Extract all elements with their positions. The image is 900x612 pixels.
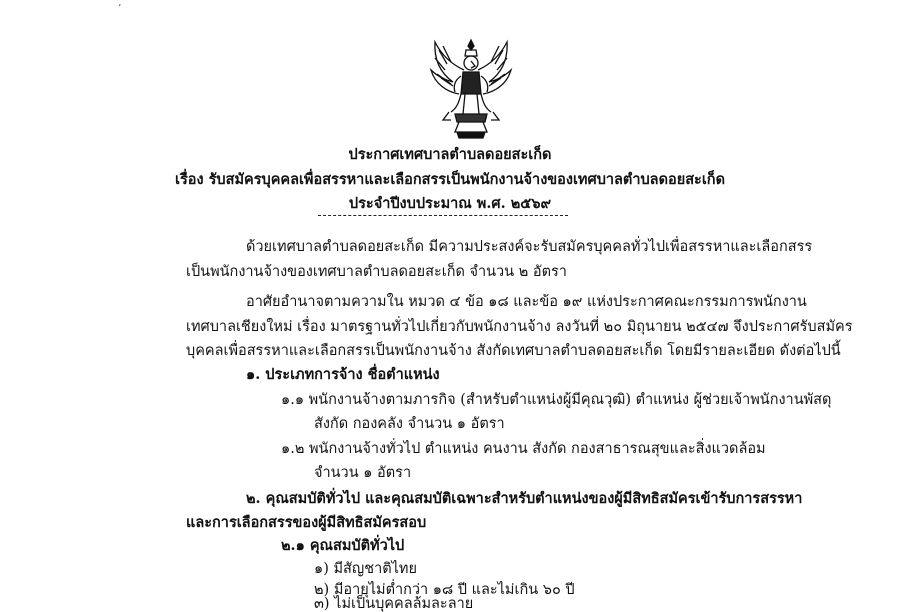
paragraph-1-line-1: ด้วยเทศบาลตำบลดอยสะเก็ด มีความประสงค์จะรับสมัครบุคคลทั่วไปเพื่อสรรหาและเลือกสรร xyxy=(246,239,813,255)
qualification-item-1: ๑) มีสัญชาติไทย xyxy=(314,561,417,577)
paragraph-2-line-2: เทศบาลเชียงใหม่ เรื่อง มาตรฐานทั่วไปเกี่ยวกับพนักงานจ้าง ลงวันที่ ๒๐ มิถุนายน ๒๕๔๗ จึงประกาศรับสมัคร xyxy=(186,319,853,335)
garuda-emblem-icon xyxy=(425,36,517,142)
section-2-line-2: และการเลือกสรรของผู้มีสิทธิสมัครสอบ xyxy=(186,514,427,531)
qualification-item-2: ๒) มีอายุไม่ต่ำกว่า ๑๘ ปี และไม่เกิน ๖๐ ปี xyxy=(314,582,575,598)
paragraph-2-line-1: อาศัยอำนาจตามความใน หมวด ๔ ข้อ ๑๘ และข้อ ๑๙ แห่งประกาศคณะกรรมการพนักงาน xyxy=(246,294,807,310)
section-2-1-title: ๒.๑ คุณสมบัติทั่วไป xyxy=(281,537,405,554)
section-1-2-line-1: ๑.๒ พนักงานจ้างทั่วไป ตำแหน่ง คนงาน สังกัด กองสาธารณสุขและสิ่งแวดล้อม xyxy=(281,441,766,457)
section-1-1-line-2: สังกัด กองคลัง จำนวน ๑ อัตรา xyxy=(314,416,505,432)
paragraph-1-line-2: เป็นพนักงานจ้างของเทศบาลตำบลดอยสะเก็ด จำนวน ๒ อัตรา xyxy=(186,264,567,280)
scan-mark: ʼ xyxy=(118,4,121,14)
section-2-line-1: ๒. คุณสมบัติทั่วไป และคุณสมบัติเฉพาะสำหรับตำแหน่งของผู้มีสิทธิสมัครเข้ารับการสรรหา xyxy=(246,490,803,507)
paragraph-2-line-3: บุคคลเพื่อสรรหาและเลือกสรรเป็นพนักงานจ้าง สังกัดเทศบาลตำบลดอยสะเก็ด โดยมีรายละเอียด ดังต่อไปนี้ xyxy=(186,343,841,359)
fiscal-year-line: ประจำปีงบประมาณ พ.ศ. ๒๕๖๙ xyxy=(348,195,552,212)
header-divider xyxy=(318,215,568,216)
announcement-title: ประกาศเทศบาลตำบลดอยสะเก็ด xyxy=(348,146,552,163)
qualification-item-3: ๓) ไม่เป็นบุคคลล้มละลาย xyxy=(314,596,474,612)
section-1-title: ๑. ประเภทการจ้าง ชื่อตำแหน่ง xyxy=(246,366,440,383)
section-1-2-line-2: จำนวน ๑ อัตรา xyxy=(314,465,412,481)
section-1-1-line-1: ๑.๑ พนักงานจ้างตามภารกิจ (สำหรับตำแหน่งผู้มีคุณวุฒิ) ตำแหน่ง ผู้ช่วยเจ้าพนักงานพัสดุ xyxy=(281,392,832,408)
announcement-subject: เรื่อง รับสมัครบุคคลเพื่อสรรหาและเลือกสรรเป็นพนักงานจ้างของเทศบาลตำบลดอยสะเก็ด xyxy=(175,171,725,188)
